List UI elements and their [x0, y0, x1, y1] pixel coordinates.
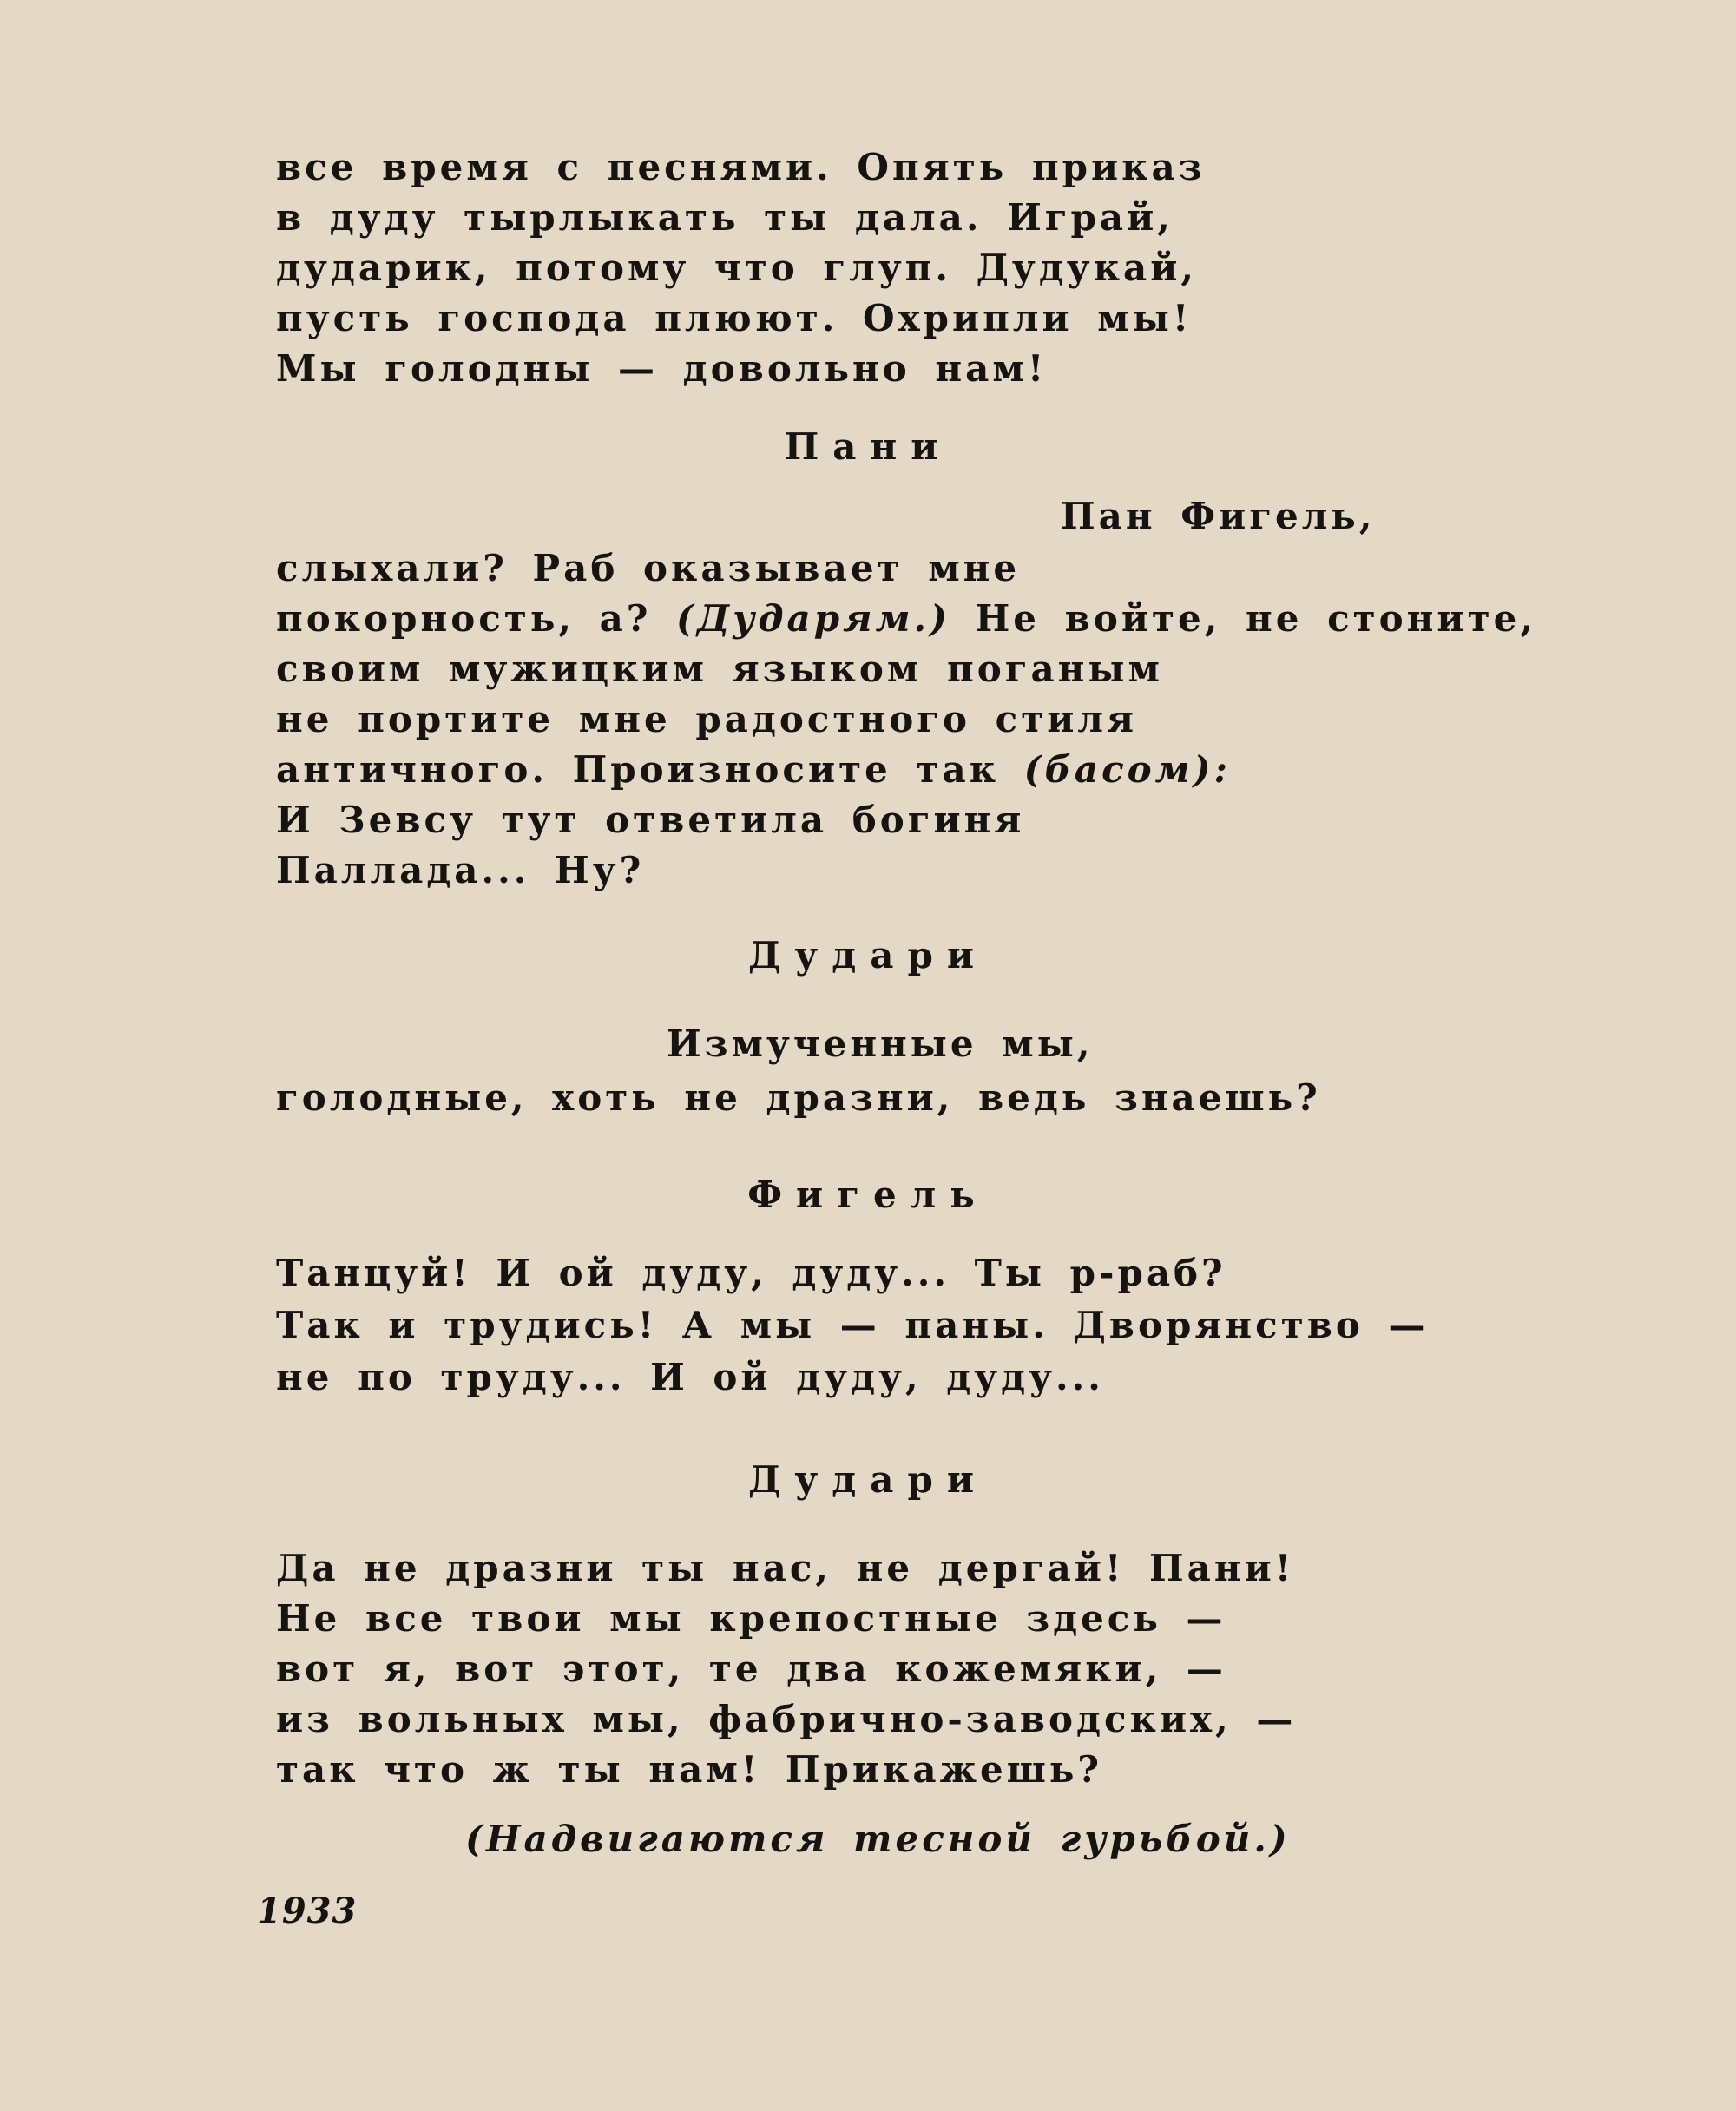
- verse-line: Танцуй! И ой дуду, дуду... Ты р-раб?: [276, 1252, 1226, 1294]
- verse-line: Да не дразни ты нас, не дергай! Пани!: [276, 1547, 1295, 1589]
- verse-line: Не все твои мы крепостные здесь —: [276, 1597, 1226, 1640]
- stage-direction-inline: (Дударям.): [676, 597, 950, 640]
- verse-line: так что ж ты нам! Прикажешь?: [276, 1748, 1102, 1791]
- verse-line: И Зевсу тут ответила богиня: [276, 799, 1025, 841]
- verse-line: своим мужицким языком поганым: [276, 648, 1163, 690]
- verse-line: в дуду тырлыкать ты дала. Играй,: [276, 196, 1174, 239]
- verse-line: Мы голодны — довольно нам!: [276, 347, 1048, 390]
- speaker-name: Дудари: [748, 934, 988, 977]
- verse-line: дударик, потому что глуп. Дудукай,: [276, 247, 1198, 289]
- year: 1933: [257, 1891, 358, 1931]
- speaker-name: Пани: [784, 425, 952, 468]
- verse-text: античного. Произносите так: [276, 748, 1024, 791]
- stage-direction-inline: (басом):: [1023, 748, 1231, 791]
- verse-line: вот я, вот этот, те два кожемяки, —: [276, 1647, 1226, 1690]
- verse-text: покорность, а?: [276, 597, 677, 640]
- verse-line: [276, 748, 1231, 791]
- verse-line: Паллада... Ну?: [276, 849, 645, 891]
- verse-line: не по труду... И ой дуду, дуду...: [276, 1356, 1104, 1398]
- stage-direction: (Надвигаются тесной гурьбой.): [465, 1818, 1291, 1860]
- verse-line: Измученные мы,: [667, 1023, 1094, 1065]
- verse-text: Не войте, не стоните,: [950, 597, 1536, 640]
- verse-line: [276, 597, 1536, 640]
- verse-line: Так и трудись! А мы — паны. Дворянство —: [276, 1304, 1429, 1346]
- verse-line: Пан Фигель,: [1061, 495, 1376, 537]
- speaker-name: Дудари: [748, 1458, 988, 1501]
- verse-line: голодные, хоть не дразни, ведь знаешь?: [276, 1076, 1321, 1119]
- verse-line: все время с песнями. Опять приказ: [276, 146, 1206, 188]
- verse-line: слыхали? Раб оказывает мне: [276, 547, 1021, 589]
- speaker-name: Фигель: [747, 1174, 989, 1216]
- verse-line: не портите мне радостного стиля: [276, 698, 1138, 740]
- verse-line: из вольных мы, фабрично-заводских, —: [276, 1698, 1297, 1740]
- verse-line: пусть господа плюют. Охрипли мы!: [276, 297, 1193, 339]
